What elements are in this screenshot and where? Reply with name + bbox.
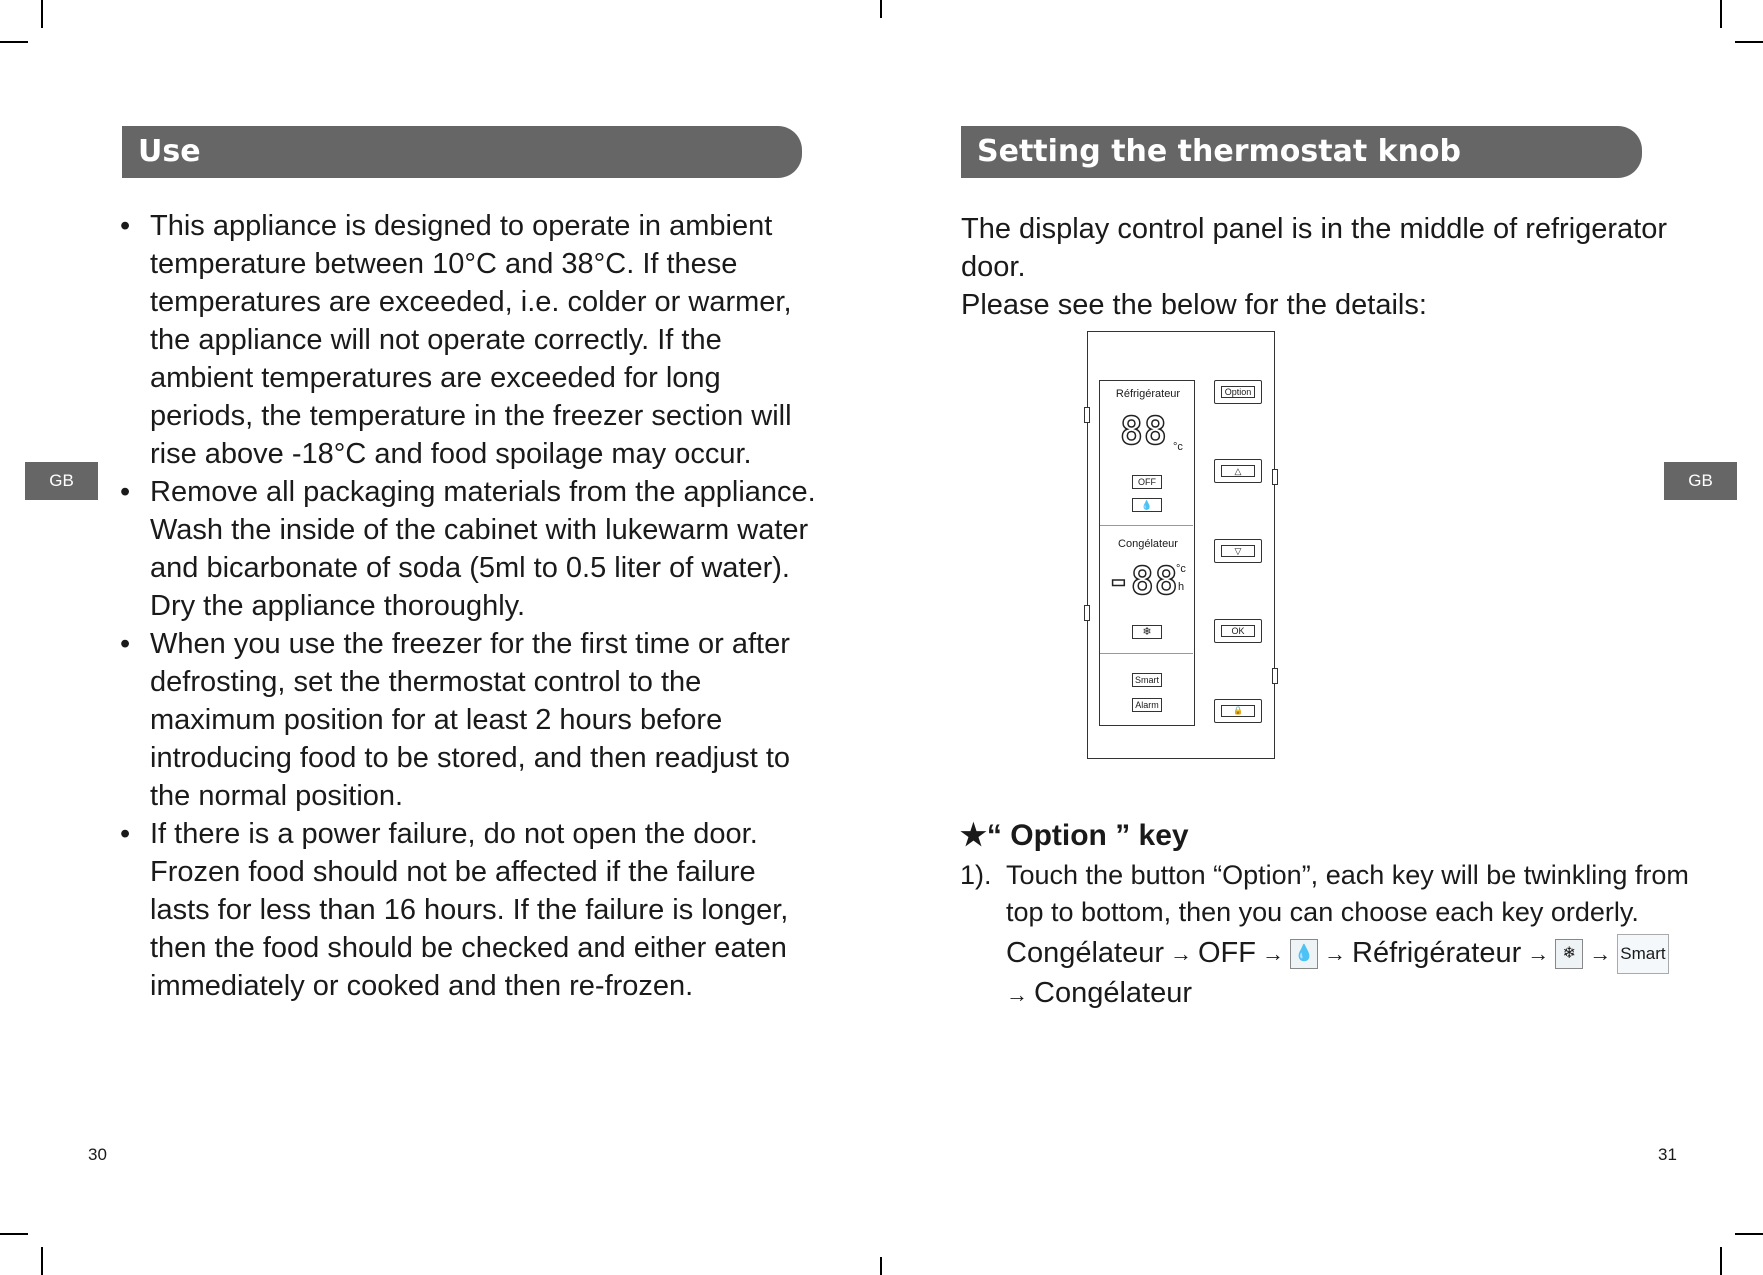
option-key-title: ★“ Option ” key xyxy=(960,819,1189,852)
step-text: Touch the button “Option”, each key will be twinkling from top to bottom, then you can choose each key orderly. xyxy=(1006,860,1689,927)
bullet-dot: • xyxy=(120,818,131,850)
step-number: 1). xyxy=(960,860,992,890)
section-header-use: Use xyxy=(122,126,802,178)
panel-notch xyxy=(1272,668,1278,684)
alarm-button[interactable]: Alarm xyxy=(1132,698,1162,712)
crop-mark xyxy=(41,1247,43,1275)
freezer-unit-celsius: °c xyxy=(1176,563,1186,575)
control-panel-diagram xyxy=(1087,331,1275,759)
bullet-item xyxy=(118,625,818,815)
water-drop-icon[interactable]: 💧 xyxy=(1132,498,1162,512)
fridge-label: Réfrigérateur xyxy=(1115,388,1181,400)
panel-notch xyxy=(1084,407,1090,423)
fridge-unit: °c xyxy=(1173,441,1183,453)
page-number-left: 30 xyxy=(88,1145,107,1164)
crop-mark xyxy=(1735,1233,1763,1235)
snowflake-icon[interactable]: ❄ xyxy=(1132,625,1162,639)
arrow-icon: → xyxy=(1262,941,1284,967)
snowflake-icon: ❄ xyxy=(1555,939,1583,969)
display-divider xyxy=(1100,653,1193,654)
language-tab-left: GB xyxy=(25,462,98,500)
bullet-dot: • xyxy=(120,210,131,242)
arrow-icon: → xyxy=(1170,941,1192,967)
section-header-thermostat: Setting the thermostat knob xyxy=(961,126,1642,178)
bullet-dot: • xyxy=(120,628,131,660)
up-arrow-icon: △ xyxy=(1221,465,1255,477)
bullet-text: Remove all packaging materials from the appliance. Wash the inside of the cabinet with lukewarm water and bicarbonate of soda (5ml to 0.5 liter of water). Dry the appliance thoroughly. xyxy=(150,476,816,622)
intro-line: Please see the below for the details: xyxy=(961,289,1427,321)
crop-mark xyxy=(1720,0,1722,28)
up-key[interactable] xyxy=(1214,459,1262,483)
freezer-label: Congélateur xyxy=(1118,538,1178,550)
bullet-dot: • xyxy=(120,476,131,508)
crop-mark xyxy=(1720,1247,1722,1275)
sequence-line-2 xyxy=(1006,974,1669,1013)
use-bullet-list xyxy=(118,207,818,1005)
bullet-text: When you use the freezer for the first time or after defrosting, set the thermostat control to the maximum position for at least 2 hours before introducing food to be stored, and then readjust to the normal position. xyxy=(150,628,791,812)
panel-notch xyxy=(1084,605,1090,621)
page-number-right: 31 xyxy=(1658,1145,1677,1164)
crop-mark xyxy=(1735,41,1763,43)
crop-mark xyxy=(880,1257,882,1275)
smart-button[interactable]: Smart xyxy=(1132,673,1162,687)
down-key[interactable] xyxy=(1214,539,1262,563)
crop-mark xyxy=(0,41,28,43)
seq-refrigerateur: Réfrigérateur xyxy=(1352,937,1522,969)
freezer-unit-hours: h xyxy=(1178,581,1185,593)
water-drop-icon: 💧 xyxy=(1290,939,1318,969)
off-button[interactable]: OFF xyxy=(1132,475,1162,489)
key-sequence xyxy=(1006,934,1669,1014)
seq-off: OFF xyxy=(1198,937,1256,969)
fridge-temperature-digits: 88 xyxy=(1120,409,1168,453)
option-key-label: Option xyxy=(1221,386,1255,398)
lock-icon: 🔒 xyxy=(1221,705,1255,717)
sequence-line-1 xyxy=(1006,934,1669,974)
ok-key-label: OK xyxy=(1221,625,1255,637)
intro-line: The display control panel is in the middle of refrigerator door. xyxy=(961,213,1668,283)
freezer-temperature-digits: -88 xyxy=(1107,559,1179,603)
crop-mark xyxy=(880,0,882,18)
lock-key[interactable] xyxy=(1214,699,1262,723)
arrow-icon: → xyxy=(1006,981,1028,1007)
display-divider xyxy=(1100,525,1193,526)
bullet-item xyxy=(118,815,818,1005)
arrow-icon: → xyxy=(1324,941,1346,967)
arrow-icon: → xyxy=(1527,941,1550,967)
bullet-text: If there is a power failure, do not open the door. Frozen food should not be affected if the failure lasts for less than 16 hours. If the failure is longer, then the food should be checked and either eaten immediately or cooked and then re-frozen. xyxy=(150,818,789,1002)
down-arrow-icon: ▽ xyxy=(1221,545,1255,557)
intro-text xyxy=(961,210,1701,324)
arrow-icon: → xyxy=(1589,941,1612,967)
crop-mark xyxy=(41,0,43,28)
seq-smart-button: Smart xyxy=(1617,934,1668,974)
display-screen xyxy=(1099,380,1195,726)
panel-notch xyxy=(1272,469,1278,485)
bullet-item xyxy=(118,207,818,473)
bullet-text: This appliance is designed to operate in ambient temperature between 10°C and 38°C. If these temperatures are exceeded, i.e. colder or warmer, the appliance will not operate correctly. If the ambient temperatures are exceeded for long periods, the temperature in the freezer section will rise above -18°C and food spoilage may occur. xyxy=(150,210,792,470)
option-key[interactable] xyxy=(1214,380,1262,404)
seq-congelateur-end: Congélateur xyxy=(1034,977,1192,1010)
crop-mark xyxy=(0,1233,28,1235)
bullet-item xyxy=(118,473,818,625)
language-tab-right: GB xyxy=(1664,462,1737,500)
ok-key[interactable] xyxy=(1214,619,1262,643)
seq-congelateur: Congélateur xyxy=(1006,937,1164,969)
